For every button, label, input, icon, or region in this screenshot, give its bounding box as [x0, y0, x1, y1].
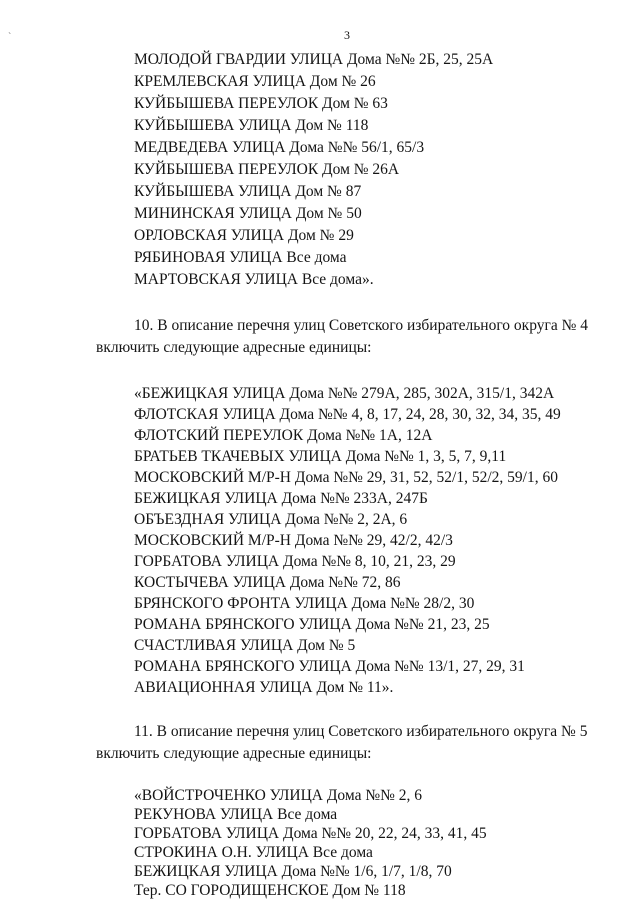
address-line: БРЯНСКОГО ФРОНТА УЛИЦА Дома №№ 28/2, 30: [134, 595, 475, 612]
address-line: КУЙБЫШЕВА ПЕРЕУЛОК Дом № 63: [134, 95, 388, 112]
paragraph-10-line1: 10. В описание перечня улиц Советского избирательного округа № 4: [134, 317, 589, 334]
address-line: МИНИНСКАЯ УЛИЦА Дом № 50: [134, 205, 362, 222]
address-line: Тер. СО ГОРОДИЩЕНСКОЕ Дом № 118: [134, 882, 406, 899]
paragraph-11-line1: 11. В описание перечня улиц Советского избирательного округа № 5: [134, 723, 588, 740]
address-line: БЕЖИЦКАЯ УЛИЦА Дома №№ 233А, 247Б: [134, 490, 428, 507]
address-line: СЧАСТЛИВАЯ УЛИЦА Дом № 5: [134, 637, 356, 654]
address-line: КУЙБЫШЕВА УЛИЦА Дом № 87: [134, 183, 362, 200]
address-line: МОСКОВСКИЙ М/Р-Н Дома №№ 29, 42/2, 42/3: [134, 532, 453, 549]
address-line: МЕДВЕДЕВА УЛИЦА Дома №№ 56/1, 65/3: [134, 139, 425, 156]
address-line: БЕЖИЦКАЯ УЛИЦА Дома №№ 1/6, 1/7, 1/8, 70: [134, 863, 452, 880]
address-line: ГОРБАТОВА УЛИЦА Дома №№ 8, 10, 21, 23, 29: [134, 553, 456, 570]
address-line: РЕКУНОВА УЛИЦА Все дома: [134, 806, 338, 823]
margin-mark: ˋ: [8, 32, 12, 43]
paragraph-11-line2: включить следующие адресные единицы:: [96, 745, 372, 762]
address-line: КРЕМЛЕВСКАЯ УЛИЦА Дом № 26: [134, 73, 376, 90]
page-number: 3: [344, 28, 350, 42]
address-line: РОМАНА БРЯНСКОГО УЛИЦА Дома №№ 13/1, 27, 29, 31: [134, 658, 525, 675]
address-line: «ВОЙСТРОЧЕНКО УЛИЦА Дома №№ 2, 6: [134, 787, 423, 804]
address-line: МАРТОВСКАЯ УЛИЦА Все дома».: [134, 271, 374, 288]
address-line: «БЕЖИЦКАЯ УЛИЦА Дома №№ 279А, 285, 302А, 315/1, 342А: [134, 385, 555, 402]
address-line: РЯБИНОВАЯ УЛИЦА Все дома: [134, 249, 347, 266]
address-line: ГОРБАТОВА УЛИЦА Дома №№ 20, 22, 24, 33, 41, 45: [134, 825, 487, 842]
address-line: ФЛОТСКАЯ УЛИЦА Дома №№ 4, 8, 17, 24, 28, 30, 32, 34, 35, 49: [134, 406, 561, 423]
address-line: РОМАНА БРЯНСКОГО УЛИЦА Дома №№ 21, 23, 25: [134, 616, 490, 633]
address-line: КОСТЫЧЕВА УЛИЦА Дома №№ 72, 86: [134, 574, 401, 591]
address-line: АВИАЦИОННАЯ УЛИЦА Дом № 11».: [134, 679, 394, 696]
address-line: ФЛОТСКИЙ ПЕРЕУЛОК Дома №№ 1А, 12А: [134, 427, 433, 444]
address-line: МОСКОВСКИЙ М/Р-Н Дома №№ 29, 31, 52, 52/1, 52/2, 59/1, 60: [134, 469, 558, 486]
paragraph-10-line2: включить следующие адресные единицы:: [96, 339, 372, 356]
address-line: СТРОКИНА О.Н. УЛИЦА Все дома: [134, 844, 373, 861]
address-line: БРАТЬЕВ ТКАЧЕВЫХ УЛИЦА Дома №№ 1, 3, 5, 7, 9,11: [134, 448, 507, 465]
address-line: ОБЪЕЗДНАЯ УЛИЦА Дома №№ 2, 2А, 6: [134, 511, 408, 528]
address-line: КУЙБЫШЕВА ПЕРЕУЛОК Дом № 26А: [134, 161, 400, 178]
address-line: КУЙБЫШЕВА УЛИЦА Дом № 118: [134, 117, 369, 134]
address-line: ОРЛОВСКАЯ УЛИЦА Дом № 29: [134, 227, 354, 244]
address-line: МОЛОДОЙ ГВАРДИИ УЛИЦА Дома №№ 2Б, 25, 25А: [134, 51, 494, 68]
